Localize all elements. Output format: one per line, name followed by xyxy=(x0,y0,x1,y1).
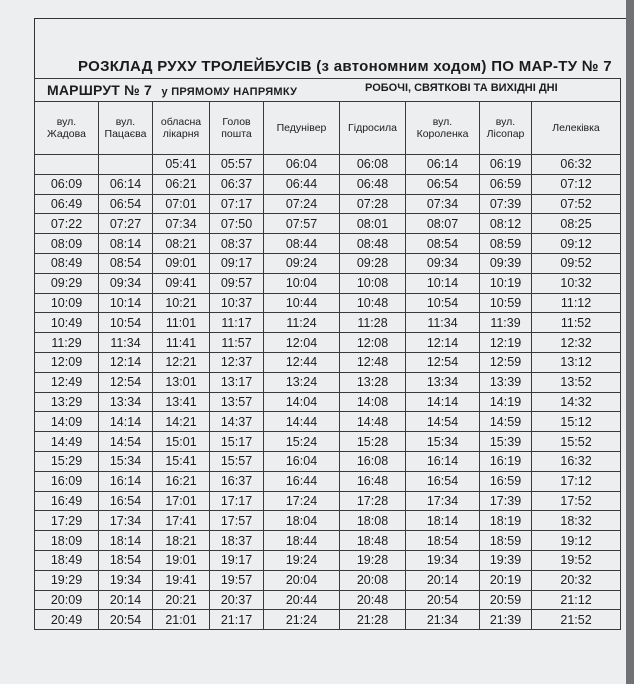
time-cell: 19:01 xyxy=(153,550,210,570)
table-row xyxy=(35,511,621,531)
time-cell: 14:08 xyxy=(340,392,406,412)
table-row xyxy=(35,412,621,432)
time-cell: 13:39 xyxy=(480,372,532,392)
time-cell: 08:37 xyxy=(210,234,264,254)
time-cell: 07:17 xyxy=(210,194,264,214)
time-cell: 11:01 xyxy=(153,313,210,333)
time-cell: 20:54 xyxy=(406,590,480,610)
time-cell: 11:17 xyxy=(210,313,264,333)
time-cell: 16:09 xyxy=(35,471,99,491)
time-cell: 21:01 xyxy=(153,610,210,630)
time-cell: 11:34 xyxy=(99,333,153,353)
time-cell: 17:01 xyxy=(153,491,210,511)
time-cell: 16:54 xyxy=(99,491,153,511)
time-cell: 11:39 xyxy=(480,313,532,333)
time-cell: 12:08 xyxy=(340,333,406,353)
table-row xyxy=(35,174,621,194)
time-cell: 18:04 xyxy=(264,511,340,531)
time-cell: 06:14 xyxy=(406,155,480,175)
stop-header: Гідросила xyxy=(340,102,406,155)
table-row xyxy=(35,253,621,273)
time-cell: 10:37 xyxy=(210,293,264,313)
time-cell: 16:08 xyxy=(340,451,406,471)
time-cell: 12:54 xyxy=(406,352,480,372)
time-cell: 12:48 xyxy=(340,352,406,372)
time-cell: 08:01 xyxy=(340,214,406,234)
time-cell: 05:57 xyxy=(210,155,264,175)
table-row xyxy=(35,471,621,491)
time-cell: 14:54 xyxy=(406,412,480,432)
time-cell: 13:28 xyxy=(340,372,406,392)
table-row xyxy=(35,491,621,511)
time-cell: 18:08 xyxy=(340,511,406,531)
time-cell: 10:49 xyxy=(35,313,99,333)
time-cell: 11:29 xyxy=(35,333,99,353)
timetable xyxy=(34,78,621,630)
time-cell: 18:14 xyxy=(99,531,153,551)
time-cell: 08:07 xyxy=(406,214,480,234)
time-cell: 19:39 xyxy=(480,550,532,570)
time-cell: 09:29 xyxy=(35,273,99,293)
time-cell: 08:25 xyxy=(532,214,621,234)
time-cell: 12:54 xyxy=(99,372,153,392)
time-cell: 16:37 xyxy=(210,471,264,491)
time-cell: 14:37 xyxy=(210,412,264,432)
time-cell: 09:34 xyxy=(99,273,153,293)
time-cell: 13:41 xyxy=(153,392,210,412)
time-cell: 13:34 xyxy=(406,372,480,392)
time-cell: 07:50 xyxy=(210,214,264,234)
time-cell: 12:44 xyxy=(264,352,340,372)
time-cell: 14:54 xyxy=(99,432,153,452)
time-cell: 16:04 xyxy=(264,451,340,471)
time-cell: 06:49 xyxy=(35,194,99,214)
time-cell: 18:19 xyxy=(480,511,532,531)
time-cell: 08:49 xyxy=(35,253,99,273)
route-label: МАРШРУТ № 7 xyxy=(47,82,152,98)
stop-header: вул. Пацаєва xyxy=(99,102,153,155)
time-cell: 21:28 xyxy=(340,610,406,630)
time-cell: 14:59 xyxy=(480,412,532,432)
time-cell: 15:57 xyxy=(210,451,264,471)
time-cell: 17:17 xyxy=(210,491,264,511)
time-cell: 10:09 xyxy=(35,293,99,313)
time-cell: 10:14 xyxy=(406,273,480,293)
time-cell: 18:49 xyxy=(35,550,99,570)
table-row xyxy=(35,333,621,353)
time-cell: 10:04 xyxy=(264,273,340,293)
time-cell: 13:34 xyxy=(99,392,153,412)
time-cell: 08:54 xyxy=(99,253,153,273)
time-cell: 09:57 xyxy=(210,273,264,293)
time-cell: 18:59 xyxy=(480,531,532,551)
time-cell: 18:54 xyxy=(99,550,153,570)
time-cell: 08:14 xyxy=(99,234,153,254)
time-cell: 17:41 xyxy=(153,511,210,531)
time-cell: 15:52 xyxy=(532,432,621,452)
time-cell: 15:41 xyxy=(153,451,210,471)
time-cell: 06:09 xyxy=(35,174,99,194)
time-cell: 14:48 xyxy=(340,412,406,432)
time-cell: 13:01 xyxy=(153,372,210,392)
time-cell: 19:28 xyxy=(340,550,406,570)
time-cell: 07:12 xyxy=(532,174,621,194)
table-row xyxy=(35,234,621,254)
time-cell: 17:34 xyxy=(99,511,153,531)
time-cell: 07:01 xyxy=(153,194,210,214)
time-cell: 15:12 xyxy=(532,412,621,432)
time-cell: 07:34 xyxy=(153,214,210,234)
time-cell: 10:32 xyxy=(532,273,621,293)
time-cell: 11:24 xyxy=(264,313,340,333)
time-cell: 16:44 xyxy=(264,471,340,491)
table-row xyxy=(35,432,621,452)
time-cell: 18:44 xyxy=(264,531,340,551)
time-cell: 19:34 xyxy=(99,570,153,590)
time-cell: 16:21 xyxy=(153,471,210,491)
time-cell: 14:49 xyxy=(35,432,99,452)
time-cell: 20:08 xyxy=(340,570,406,590)
time-cell: 12:59 xyxy=(480,352,532,372)
time-cell: 21:39 xyxy=(480,610,532,630)
time-cell: 19:41 xyxy=(153,570,210,590)
time-cell: 17:52 xyxy=(532,491,621,511)
time-cell: 12:19 xyxy=(480,333,532,353)
time-cell: 21:17 xyxy=(210,610,264,630)
time-cell: 07:27 xyxy=(99,214,153,234)
stop-header: вул. Короленка xyxy=(406,102,480,155)
time-cell: 06:48 xyxy=(340,174,406,194)
time-cell: 17:24 xyxy=(264,491,340,511)
stop-header: Голов пошта xyxy=(210,102,264,155)
time-cell: 19:52 xyxy=(532,550,621,570)
time-cell: 09:24 xyxy=(264,253,340,273)
time-cell: 12:04 xyxy=(264,333,340,353)
time-cell: 17:28 xyxy=(340,491,406,511)
time-cell: 14:04 xyxy=(264,392,340,412)
stop-header: вул. Жадова xyxy=(35,102,99,155)
time-cell: 07:28 xyxy=(340,194,406,214)
time-cell: 21:12 xyxy=(532,590,621,610)
time-cell: 20:37 xyxy=(210,590,264,610)
stop-header: Педунівер xyxy=(264,102,340,155)
time-cell: 06:21 xyxy=(153,174,210,194)
table-row xyxy=(35,313,621,333)
time-cell: 06:44 xyxy=(264,174,340,194)
time-cell: 08:44 xyxy=(264,234,340,254)
time-cell: 14:44 xyxy=(264,412,340,432)
table-row xyxy=(35,372,621,392)
time-cell: 18:37 xyxy=(210,531,264,551)
time-cell: 15:34 xyxy=(99,451,153,471)
time-cell: 15:01 xyxy=(153,432,210,452)
time-cell: 09:41 xyxy=(153,273,210,293)
table-row xyxy=(35,570,621,590)
time-cell: 16:14 xyxy=(99,471,153,491)
time-cell: 12:32 xyxy=(532,333,621,353)
time-cell: 13:29 xyxy=(35,392,99,412)
time-cell: 09:12 xyxy=(532,234,621,254)
time-cell: 06:19 xyxy=(480,155,532,175)
time-cell: 20:04 xyxy=(264,570,340,590)
time-cell xyxy=(99,155,153,175)
time-cell: 12:21 xyxy=(153,352,210,372)
table-row xyxy=(35,293,621,313)
route-days: РОБОЧІ, СВЯТКОВІ ТА ВИХІДНІ ДНІ xyxy=(365,82,558,94)
time-cell: 18:09 xyxy=(35,531,99,551)
time-cell: 10:48 xyxy=(340,293,406,313)
time-cell: 20:32 xyxy=(532,570,621,590)
time-cell: 12:14 xyxy=(99,352,153,372)
time-cell: 16:49 xyxy=(35,491,99,511)
time-cell: 20:59 xyxy=(480,590,532,610)
time-cell: 14:14 xyxy=(99,412,153,432)
time-cell: 20:14 xyxy=(99,590,153,610)
table-row xyxy=(35,590,621,610)
time-cell: 18:48 xyxy=(340,531,406,551)
time-cell: 09:52 xyxy=(532,253,621,273)
time-cell: 08:21 xyxy=(153,234,210,254)
time-cell: 20:09 xyxy=(35,590,99,610)
table-row xyxy=(35,352,621,372)
time-cell: 09:39 xyxy=(480,253,532,273)
time-cell: 13:12 xyxy=(532,352,621,372)
time-cell: 19:24 xyxy=(264,550,340,570)
time-cell: 18:14 xyxy=(406,511,480,531)
time-cell: 14:09 xyxy=(35,412,99,432)
time-cell: 15:17 xyxy=(210,432,264,452)
time-cell: 16:14 xyxy=(406,451,480,471)
time-cell: 09:01 xyxy=(153,253,210,273)
time-cell: 10:21 xyxy=(153,293,210,313)
time-cell: 10:08 xyxy=(340,273,406,293)
table-row xyxy=(35,392,621,412)
time-cell: 17:39 xyxy=(480,491,532,511)
time-cell: 07:52 xyxy=(532,194,621,214)
time-cell: 06:04 xyxy=(264,155,340,175)
time-cell: 11:41 xyxy=(153,333,210,353)
time-cell: 18:54 xyxy=(406,531,480,551)
time-cell: 20:49 xyxy=(35,610,99,630)
time-cell: 15:34 xyxy=(406,432,480,452)
time-cell: 21:24 xyxy=(264,610,340,630)
time-cell xyxy=(35,155,99,175)
table-row xyxy=(35,550,621,570)
time-cell: 20:44 xyxy=(264,590,340,610)
time-cell: 09:28 xyxy=(340,253,406,273)
time-cell: 14:14 xyxy=(406,392,480,412)
time-cell: 10:59 xyxy=(480,293,532,313)
time-cell: 07:24 xyxy=(264,194,340,214)
time-cell: 19:29 xyxy=(35,570,99,590)
time-cell: 07:39 xyxy=(480,194,532,214)
time-cell: 10:44 xyxy=(264,293,340,313)
time-cell: 06:59 xyxy=(480,174,532,194)
time-cell: 08:09 xyxy=(35,234,99,254)
time-cell: 06:37 xyxy=(210,174,264,194)
time-cell: 10:54 xyxy=(406,293,480,313)
time-cell: 14:32 xyxy=(532,392,621,412)
stop-header: вул. Лісопар xyxy=(480,102,532,155)
time-cell: 07:22 xyxy=(35,214,99,234)
time-cell: 19:17 xyxy=(210,550,264,570)
stop-header: Лелеківка xyxy=(532,102,621,155)
time-cell: 08:48 xyxy=(340,234,406,254)
time-cell: 13:17 xyxy=(210,372,264,392)
time-cell: 18:32 xyxy=(532,511,621,531)
time-cell: 20:54 xyxy=(99,610,153,630)
time-cell: 13:52 xyxy=(532,372,621,392)
time-cell: 19:34 xyxy=(406,550,480,570)
time-cell: 16:32 xyxy=(532,451,621,471)
time-cell: 15:29 xyxy=(35,451,99,471)
time-cell: 20:48 xyxy=(340,590,406,610)
time-cell: 08:12 xyxy=(480,214,532,234)
schedule-title: РОЗКЛАД РУХУ ТРОЛЕЙБУСІВ (з автономним ходом) ПО МАР-ТУ № 7 xyxy=(78,58,612,75)
time-cell: 07:34 xyxy=(406,194,480,214)
table-row xyxy=(35,451,621,471)
time-cell: 12:09 xyxy=(35,352,99,372)
time-cell: 19:12 xyxy=(532,531,621,551)
time-cell: 17:34 xyxy=(406,491,480,511)
time-cell: 07:57 xyxy=(264,214,340,234)
time-cell: 08:54 xyxy=(406,234,480,254)
time-cell: 11:52 xyxy=(532,313,621,333)
background-edge xyxy=(626,0,634,684)
time-cell: 14:21 xyxy=(153,412,210,432)
time-cell: 14:19 xyxy=(480,392,532,412)
time-cell: 10:54 xyxy=(99,313,153,333)
table-row xyxy=(35,610,621,630)
time-cell: 17:29 xyxy=(35,511,99,531)
table-row xyxy=(35,531,621,551)
time-cell: 21:52 xyxy=(532,610,621,630)
stops-header-row xyxy=(35,102,621,155)
time-cell: 11:28 xyxy=(340,313,406,333)
time-cell: 20:19 xyxy=(480,570,532,590)
time-cell: 12:49 xyxy=(35,372,99,392)
time-cell: 21:34 xyxy=(406,610,480,630)
table-row xyxy=(35,214,621,234)
time-cell: 16:54 xyxy=(406,471,480,491)
table-row xyxy=(35,155,621,175)
time-cell: 18:21 xyxy=(153,531,210,551)
table-row xyxy=(35,194,621,214)
time-cell: 08:59 xyxy=(480,234,532,254)
time-cell: 19:57 xyxy=(210,570,264,590)
time-cell: 06:54 xyxy=(99,194,153,214)
time-cell: 05:41 xyxy=(153,155,210,175)
time-cell: 20:14 xyxy=(406,570,480,590)
time-cell: 10:19 xyxy=(480,273,532,293)
time-cell: 15:28 xyxy=(340,432,406,452)
time-cell: 12:14 xyxy=(406,333,480,353)
time-cell: 12:37 xyxy=(210,352,264,372)
time-cell: 16:48 xyxy=(340,471,406,491)
time-cell: 06:08 xyxy=(340,155,406,175)
route-direction: у ПРЯМОМУ НАПРЯМКУ xyxy=(161,86,298,98)
time-cell: 16:59 xyxy=(480,471,532,491)
time-cell: 13:57 xyxy=(210,392,264,412)
time-cell: 11:12 xyxy=(532,293,621,313)
time-cell: 11:57 xyxy=(210,333,264,353)
time-cell: 20:21 xyxy=(153,590,210,610)
time-cell: 17:57 xyxy=(210,511,264,531)
time-cell: 17:12 xyxy=(532,471,621,491)
route-header-cell xyxy=(35,79,621,102)
route-row xyxy=(35,79,621,102)
time-cell: 15:24 xyxy=(264,432,340,452)
time-cell: 13:24 xyxy=(264,372,340,392)
time-cell: 09:34 xyxy=(406,253,480,273)
time-cell: 06:54 xyxy=(406,174,480,194)
time-cell: 16:19 xyxy=(480,451,532,471)
time-cell: 06:14 xyxy=(99,174,153,194)
time-cell: 15:39 xyxy=(480,432,532,452)
time-cell: 06:32 xyxy=(532,155,621,175)
stop-header: обласна лікарня xyxy=(153,102,210,155)
table-row xyxy=(35,273,621,293)
time-cell: 09:17 xyxy=(210,253,264,273)
time-cell: 10:14 xyxy=(99,293,153,313)
time-cell: 11:34 xyxy=(406,313,480,333)
